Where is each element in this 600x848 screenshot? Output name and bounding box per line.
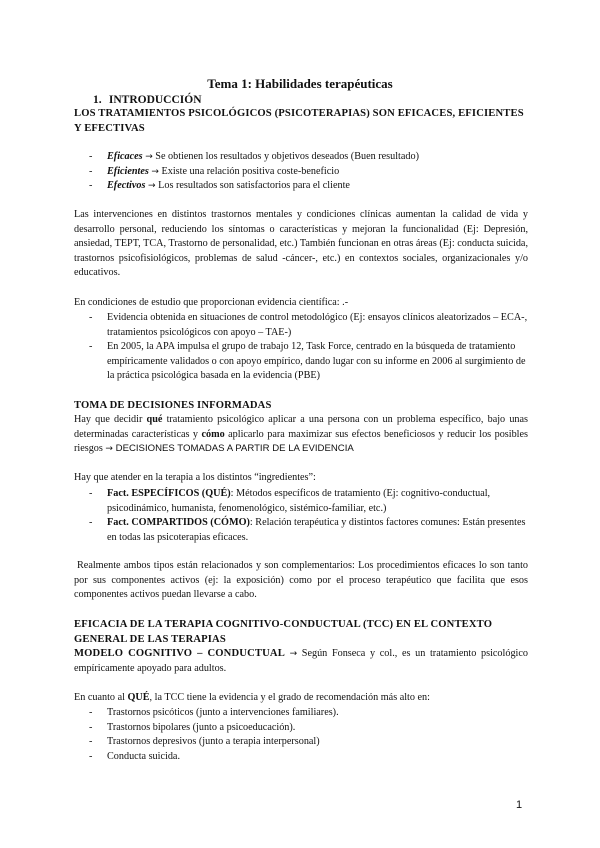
list-item: - Fact. ESPECÍFICOS (QUÉ): Métodos específicos de tratamiento (Ej: cognitivo-conductual, psicodinámico, humanista, fenomenológico, sistémico-familiar, etc.)	[74, 487, 528, 516]
paragraph-model: MODELO COGNITIVO – CONDUCTUAL → Según Fonseca y col., es un tratamiento psicológico empíricamente apoyado para adultos.	[74, 648, 528, 674]
section-number: 1.	[93, 94, 102, 106]
definitions-list	[74, 150, 528, 194]
tcc-evidence-list	[74, 706, 528, 764]
list-item: - Trastornos bipolares (junto a psicoeducación).	[74, 721, 528, 736]
paragraph-decisions: Hay que decidir qué tratamiento psicológico aplicar a una persona con un problema específico, bajo unas determinadas características y cómo aplicarlo para maximizar sus efectos beneficiosos y reducir los posibles riesgos → DECISIONES TOMADAS A PARTIR DE LA EVIDENCIA	[74, 414, 529, 455]
evidence-list	[74, 311, 528, 384]
list-item: - Efectivos → Los resultados son satisfactorios para el cliente	[74, 179, 528, 194]
list-item: - Evidencia obtenida en situaciones de control metodológico (Ej: ensayos clínicos aleatorizados – ECA-, tratamientos psicológicos con apoyo – TAE-)	[74, 311, 528, 340]
paragraph-ingredients: Hay que atender en la terapia a los distintos “ingredientes”:	[74, 472, 316, 483]
page-title: Tema 1: Habilidades terapéuticas	[207, 76, 393, 91]
list-item: - Conducta suicida.	[74, 750, 528, 765]
list-item: - Eficientes → Existe una relación positiva coste-beneficio	[74, 165, 528, 180]
tcc-heading: EFICACIA DE LA TERAPIA COGNITIVO-CONDUCTUAL (TCC) EN EL CONTEXTO GENERAL DE LAS TERAPIAS	[74, 619, 493, 645]
factors-list	[74, 487, 528, 545]
list-item: - En 2005, la APA impulsa el grupo de trabajo 12, Task Force, centrado en la búsqueda de tratamiento empíricamente validados o con apoyo empírico, dando lugar con su informe en 2006 al surgimiento de la práctica psicológica basada en la evidencia (PBE)	[74, 340, 528, 384]
page-number: 1	[516, 799, 523, 811]
paragraph-complementary: Realmente ambos tipos están relacionados y son complementarios: Los procedimientos eficaces lo son tanto por sus componentes activos (ej: la exposición) como por el proceso terapéutico que facilita que esos componentes activos puedan llevarse a cabo.	[74, 560, 528, 601]
paragraph-conditions: En condiciones de estudio que proporcionan evidencia científica: .-	[74, 297, 349, 308]
list-item: - Trastornos depresivos (junto a terapia interpersonal)	[74, 735, 528, 750]
decisions-heading: TOMA DE DECISIONES INFORMADAS	[74, 400, 272, 411]
intro-subheading: LOS TRATAMIENTOS PSICOLÓGICOS (PSICOTERAPIAS) SON EFICACES, EFICIENTES Y EFECTIVAS	[74, 108, 524, 134]
paragraph-interventions: Las intervenciones en distintos trastornos mentales y condiciones clínicas aumentan la calidad de vida y desarrollo personal, reduciendo los síntomas o características y mejoran la funcionalidad (Ej: Depresión, ansiedad, TEPT, TCA, Trastorno de personalidad, etc.) También funcionan en otras áreas (Ej: conducta suicida, trastornos psicofisiológicos, problemas de salud -cáncer-, etc.) en contextos sociales, organizacionales y/o educativos.	[74, 209, 528, 279]
section-title: INTRODUCCIÓN	[108, 94, 202, 106]
list-item: - Trastornos psicóticos (junto a intervenciones familiares).	[74, 706, 528, 721]
paragraph-tcc-que: En cuanto al QUÉ, la TCC tiene la evidencia y el grado de recomendación más alto en:	[74, 692, 430, 703]
list-item: - Fact. COMPARTIDOS (CÓMO): Relación terapéutica y distintos factores comunes: Están presentes en todas las psicoterapias eficaces.	[74, 516, 528, 545]
list-item: - Eficaces → Se obtienen los resultados y objetivos deseados (Buen resultado)	[74, 150, 528, 165]
section-heading-introduccion	[93, 93, 202, 108]
